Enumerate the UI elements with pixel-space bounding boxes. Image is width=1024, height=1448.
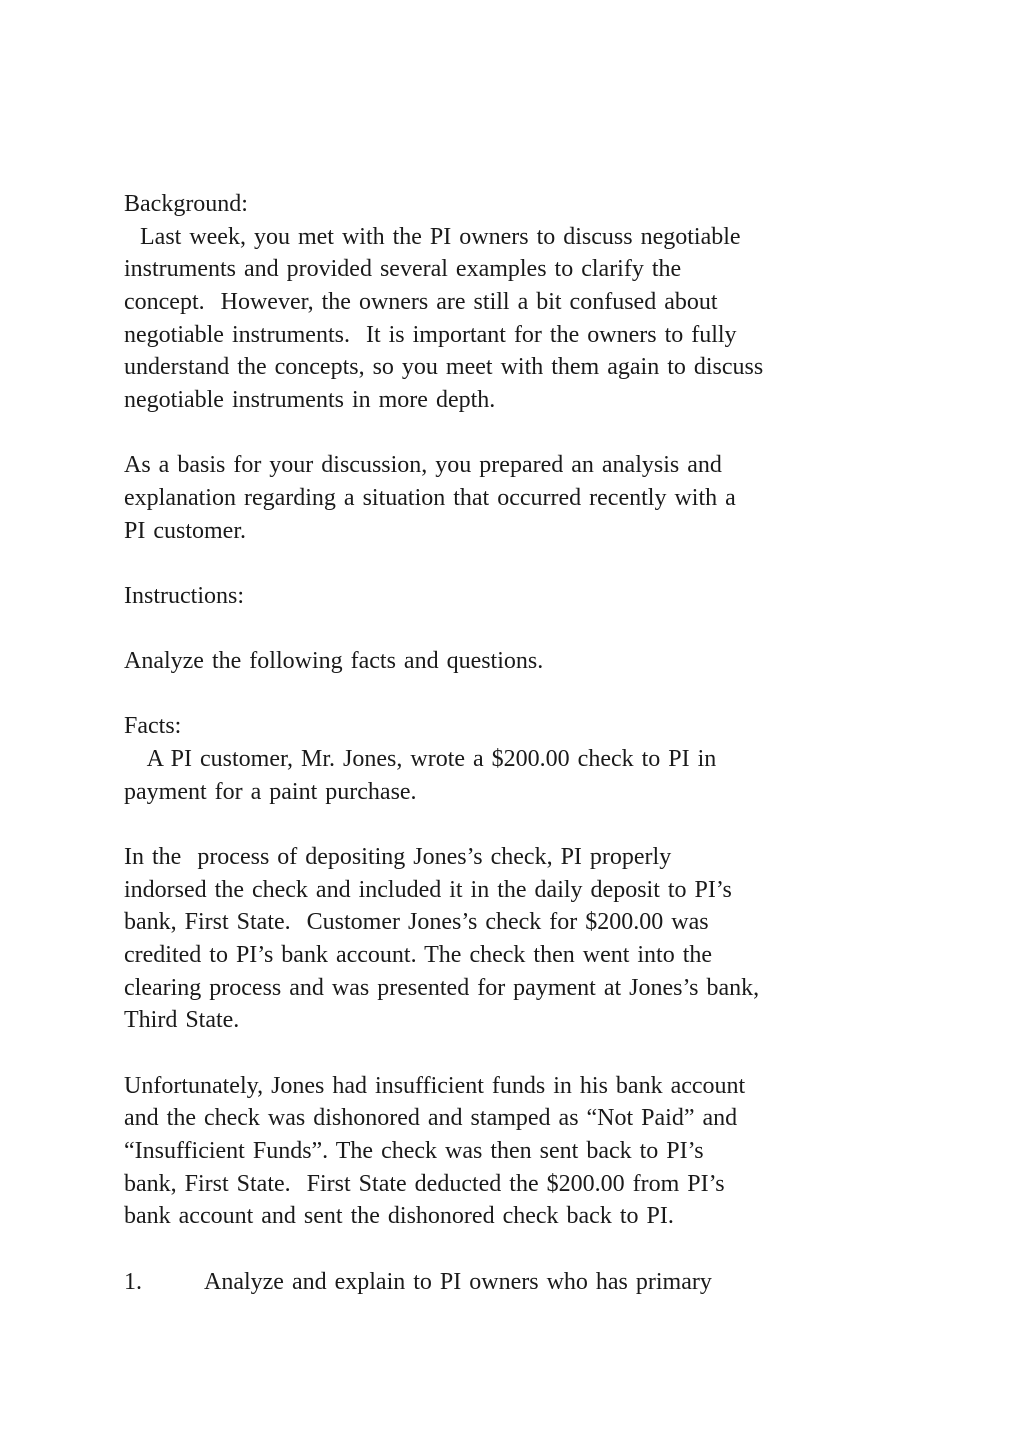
facts-heading: Facts:	[124, 713, 182, 739]
facts-line: indorsed the check and included it in the daily deposit to PI’s	[124, 877, 732, 903]
instructions-heading: Instructions:	[124, 583, 244, 609]
basis-line: As a basis for your discussion, you prepared an analysis and	[124, 452, 722, 478]
facts-line: Unfortunately, Jones had insufficient funds in his bank account	[124, 1073, 746, 1099]
background-heading: Background:	[124, 191, 248, 217]
background-line: concept. However, the owners are still a bit confused about	[124, 289, 718, 315]
facts-line: payment for a paint purchase.	[124, 779, 417, 805]
background-line: instruments and provided several examples to clarify the	[124, 256, 682, 282]
facts-line: bank, First State. Customer Jones’s check for $200.00 was	[124, 909, 709, 935]
facts-line: In the process of depositing Jones’s check, PI properly	[124, 844, 672, 870]
question-number: 1.	[124, 1269, 142, 1295]
background-line: negotiable instruments. It is important for the owners to fully	[124, 322, 737, 348]
instructions-text: Analyze the following facts and questions.	[124, 648, 544, 674]
facts-line: clearing process and was presented for payment at Jones’s bank,	[124, 975, 760, 1001]
facts-line: bank, First State. First State deducted the $200.00 from PI’s	[124, 1171, 725, 1197]
facts-line: credited to PI’s bank account. The check then went into the	[124, 942, 713, 968]
background-line: Last week, you met with the PI owners to discuss negotiable	[124, 224, 741, 250]
facts-line: bank account and sent the dishonored check back to PI.	[124, 1203, 674, 1229]
question-text: Analyze and explain to PI owners who has primary	[204, 1269, 712, 1295]
facts-line: Third State.	[124, 1007, 240, 1033]
background-line: negotiable instruments in more depth.	[124, 387, 496, 413]
facts-line: and the check was dishonored and stamped as “Not Paid” and	[124, 1105, 738, 1131]
facts-line: A PI customer, Mr. Jones, wrote a $200.00 check to PI in	[124, 746, 717, 772]
basis-line: explanation regarding a situation that occurred recently with a	[124, 485, 736, 511]
background-line: understand the concepts, so you meet with them again to discuss	[124, 354, 764, 380]
facts-line: “Insufficient Funds”. The check was then sent back to PI’s	[124, 1138, 704, 1164]
basis-line: PI customer.	[124, 518, 246, 544]
